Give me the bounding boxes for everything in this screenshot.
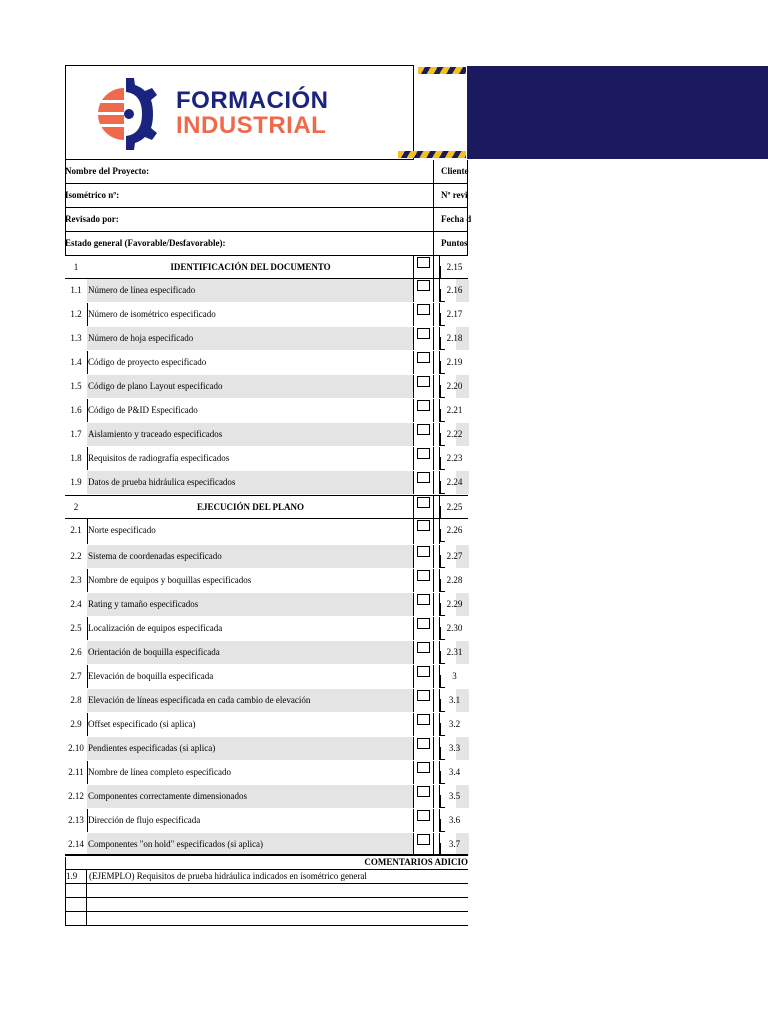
checkbox-edge[interactable] [440, 723, 445, 736]
checklist-row [65, 519, 468, 545]
gear-logo-icon [84, 72, 164, 156]
checkbox-cell [413, 689, 434, 712]
item-number: 2.11 [65, 761, 88, 784]
right-item-label: 3.6 [448, 815, 461, 825]
right-item-label: 3.5 [448, 791, 461, 801]
checkbox[interactable] [417, 738, 430, 749]
item-number: 1.4 [65, 351, 88, 374]
checklist-row [65, 569, 468, 593]
right-item-label: 3.3 [448, 743, 461, 753]
info-label: Revisado por: [65, 214, 119, 224]
checkbox[interactable] [417, 834, 430, 845]
right-item-label: 2.27 [446, 551, 463, 561]
checkbox-cell [413, 713, 434, 736]
checkbox-cell [413, 423, 434, 446]
checkbox-cell [413, 447, 434, 470]
checkbox-edge[interactable] [440, 627, 445, 640]
right-item-number [439, 737, 469, 760]
info-row[interactable] [65, 232, 468, 256]
checkbox[interactable] [417, 570, 430, 581]
checkbox[interactable] [417, 376, 430, 387]
checkbox-edge[interactable] [440, 603, 445, 616]
checkbox-cell [413, 761, 434, 784]
checkbox[interactable] [417, 546, 430, 557]
checkbox[interactable] [417, 642, 430, 653]
checklist-row [65, 713, 468, 737]
comments-header [65, 854, 468, 870]
checkbox-edge[interactable] [440, 313, 445, 326]
right-item-label: 3.7 [448, 839, 461, 849]
checkbox-cell [413, 399, 434, 422]
checklist-row [65, 689, 468, 713]
checkbox-cell [413, 256, 434, 278]
logo-text-industrial: INDUSTRIAL [176, 112, 327, 139]
right-item-number [439, 713, 469, 736]
right-item-number [439, 785, 469, 808]
checkbox-edge[interactable] [440, 457, 445, 470]
comment-row[interactable] [65, 884, 468, 898]
item-number: 1.2 [65, 303, 88, 326]
item-number: 1 [65, 256, 88, 278]
checkbox[interactable] [417, 328, 430, 339]
checklist-row [65, 471, 468, 495]
item-description: Número de hoja especificado [87, 327, 413, 350]
checkbox[interactable] [417, 618, 430, 629]
right-item-label: 3.1 [448, 695, 461, 705]
right-item-number [439, 809, 469, 832]
right-item-number [439, 256, 469, 278]
item-description: EJECUCIÓN DEL PLANO [87, 496, 413, 518]
info-right-label: Cliente [441, 166, 469, 176]
checkbox[interactable] [417, 257, 430, 268]
checklist-row [65, 617, 468, 641]
checkbox-edge[interactable] [440, 579, 445, 592]
checkbox-edge[interactable] [440, 433, 445, 446]
checkbox-edge[interactable] [440, 385, 445, 398]
right-item-label: 2.19 [446, 357, 463, 367]
checklist-row [65, 545, 468, 569]
checkbox-edge[interactable] [440, 337, 445, 350]
checkbox-cell [413, 375, 434, 398]
checklist-row [65, 809, 468, 833]
right-item-number [439, 545, 469, 568]
divider [433, 232, 434, 255]
checkbox[interactable] [417, 690, 430, 701]
item-description: IDENTIFICACIÓN DEL DOCUMENTO [87, 256, 413, 278]
right-item-label: 2.24 [446, 477, 463, 487]
checkbox-edge[interactable] [440, 795, 445, 808]
item-number: 2.8 [65, 689, 88, 712]
right-item-label: 2.21 [446, 405, 463, 415]
checklist-row [65, 761, 468, 785]
item-description: Código de plano Layout especificado [87, 375, 413, 398]
item-number: 2.12 [65, 785, 88, 808]
divider [433, 160, 434, 183]
comment-text: (EJEMPLO) Requisitos de prueba hidráulica indicados en isométrico general [89, 871, 367, 881]
item-number: 2.9 [65, 713, 88, 736]
right-item-label: 2.17 [446, 309, 463, 319]
checkbox-cell [413, 545, 434, 568]
item-number: 2.4 [65, 593, 88, 616]
checkbox[interactable] [417, 280, 430, 291]
right-item-label: 2.16 [446, 285, 463, 295]
checkbox-cell [413, 785, 434, 808]
item-number: 2.3 [65, 569, 88, 592]
right-item-label: 2.26 [446, 525, 463, 535]
item-number: 1.5 [65, 375, 88, 398]
right-item-number [439, 279, 469, 302]
hazard-stripe-top [418, 67, 466, 74]
item-description: Número de isométrico especificado [88, 309, 216, 319]
checkbox[interactable] [417, 400, 430, 411]
checkbox-edge[interactable] [440, 555, 445, 568]
divider [433, 184, 434, 207]
comment-ref [65, 912, 87, 925]
right-item-label: 2.25 [446, 502, 463, 512]
item-number: 2.14 [65, 833, 88, 856]
item-description: Número de línea especificado [87, 279, 413, 302]
right-item-number [439, 833, 469, 856]
checkbox[interactable] [417, 762, 430, 773]
info-row[interactable] [65, 208, 472, 232]
item-number: 2.1 [65, 519, 88, 544]
checkbox[interactable] [417, 520, 430, 531]
item-description: Orientación de boquilla especificada [87, 641, 413, 664]
info-row[interactable] [65, 160, 468, 184]
checkbox[interactable] [417, 786, 430, 797]
right-item-number [439, 641, 469, 664]
item-description: Datos de prueba hidráulica especificados [87, 471, 413, 494]
logo-box [65, 65, 414, 160]
item-description: Nombre de línea completo especificado [88, 767, 231, 777]
right-item-label: 2.18 [446, 333, 463, 343]
comment-row[interactable] [65, 912, 468, 926]
checkbox-cell [413, 471, 434, 494]
item-description: Componentes correctamente dimensionados [87, 785, 413, 808]
info-label: Estado general (Favorable/Desfavorable): [65, 238, 226, 248]
item-number: 1.6 [65, 399, 88, 422]
right-item-label: 2.23 [446, 453, 463, 463]
right-item-label: 3 [452, 671, 457, 681]
right-item-number [439, 303, 469, 326]
section-header-row [65, 255, 468, 279]
item-description: Código de P&ID Especificado [88, 405, 198, 415]
right-item-number [439, 327, 469, 350]
item-number: 1.9 [65, 471, 88, 494]
right-item-number [439, 471, 469, 494]
comment-ref: 1.9 [65, 870, 87, 883]
item-description: Sistema de coordenadas especificado [87, 545, 413, 568]
item-description: Dirección de flujo especificada [88, 815, 201, 825]
checklist-row [65, 375, 468, 399]
info-right-label: Nº revi [441, 190, 468, 200]
right-item-number [439, 351, 469, 374]
checkbox-cell [413, 593, 434, 616]
checkbox-edge[interactable] [440, 675, 445, 688]
checkbox[interactable] [417, 666, 430, 677]
checklist-row [65, 279, 468, 303]
right-item-number [439, 447, 469, 470]
info-row[interactable] [65, 184, 468, 208]
checklist-row [65, 303, 468, 327]
checkbox-cell [413, 569, 434, 592]
item-number: 2.10 [65, 737, 88, 760]
item-description: Localización de equipos especificada [88, 623, 223, 633]
checkbox-edge[interactable] [440, 289, 445, 302]
checkbox-edge[interactable] [440, 747, 445, 760]
checklist-row [65, 641, 468, 665]
comment-ref [65, 898, 87, 911]
item-description: Elevación de líneas especificada en cada cambio de elevación [87, 689, 413, 712]
comment-row[interactable] [65, 898, 468, 912]
checkbox[interactable] [417, 810, 430, 821]
checkbox[interactable] [417, 448, 430, 459]
checkbox[interactable] [417, 594, 430, 605]
info-right-label: Puntos [441, 238, 468, 248]
item-number: 1.3 [65, 327, 88, 350]
right-item-number [439, 423, 469, 446]
logo-text-formacion: FORMACIÓN [176, 87, 329, 114]
checkbox-edge[interactable] [440, 481, 445, 494]
right-item-label: 3.2 [448, 719, 461, 729]
checkbox[interactable] [417, 352, 430, 363]
checklist-row [65, 593, 468, 617]
checkbox-edge[interactable] [440, 529, 445, 542]
checkbox[interactable] [417, 304, 430, 315]
checkbox-edge[interactable] [440, 506, 445, 519]
checkbox-cell [413, 641, 434, 664]
checkbox-cell [413, 519, 434, 544]
item-description: Código de proyecto especificado [88, 357, 207, 367]
info-label: Nombre del Proyecto: [65, 166, 150, 176]
item-number: 2 [65, 496, 88, 518]
checkbox-cell [413, 833, 434, 856]
checklist-row [65, 423, 468, 447]
right-item-number [439, 665, 469, 688]
checkbox-cell [413, 279, 434, 302]
right-item-label: 2.22 [446, 429, 463, 439]
checklist-row [65, 737, 468, 761]
right-item-label: 2.20 [446, 381, 463, 391]
item-number: 2.13 [65, 809, 88, 832]
item-number: 1.8 [65, 447, 88, 470]
right-item-number [439, 617, 469, 640]
right-item-number [439, 519, 469, 544]
item-description: Offset especificado (si aplica) [88, 719, 196, 729]
checkbox-cell [413, 496, 434, 518]
comment-row[interactable] [65, 870, 468, 884]
checkbox-cell [413, 737, 434, 760]
info-label: Isométrico nº: [65, 190, 120, 200]
right-item-label: 2.30 [446, 623, 463, 633]
item-description: Componentes "on hold" especificados (si aplica) [87, 833, 413, 856]
right-item-number [439, 569, 469, 592]
item-number: 2.7 [65, 665, 88, 688]
comments-title: COMENTARIOS ADICIO [364, 857, 468, 867]
item-number: 2.6 [65, 641, 88, 664]
checkbox-edge[interactable] [440, 771, 445, 784]
checkbox[interactable] [417, 714, 430, 725]
right-item-number [439, 689, 469, 712]
item-number: 1.1 [65, 279, 88, 302]
right-item-label: 2.15 [446, 262, 463, 272]
checkbox-cell [413, 351, 434, 374]
checklist-row [65, 351, 468, 375]
item-description: Aislamiento y traceado especificados [87, 423, 413, 446]
checkbox-edge[interactable] [440, 699, 445, 712]
checkbox[interactable] [417, 497, 430, 508]
checkbox[interactable] [417, 472, 430, 483]
checkbox-cell [413, 303, 434, 326]
checkbox-cell [413, 665, 434, 688]
checkbox-cell [413, 617, 434, 640]
checkbox-cell [413, 327, 434, 350]
item-description: Elevación de boquilla especificada [88, 671, 214, 681]
right-item-number [439, 375, 469, 398]
right-item-label: 2.29 [446, 599, 463, 609]
right-item-number [439, 593, 469, 616]
checkbox-edge[interactable] [440, 651, 445, 664]
right-item-number [439, 496, 469, 518]
divider [433, 208, 434, 231]
hazard-stripe-bottom [398, 151, 466, 158]
item-number: 2.5 [65, 617, 88, 640]
right-item-number [439, 399, 469, 422]
right-item-label: 2.31 [446, 647, 463, 657]
checkbox-edge[interactable] [440, 409, 445, 422]
checklist-row [65, 327, 468, 351]
checkbox-edge[interactable] [440, 819, 445, 832]
item-description: Norte especificado [88, 525, 156, 535]
checkbox-cell [413, 809, 434, 832]
checkbox[interactable] [417, 424, 430, 435]
comment-ref [65, 884, 87, 897]
checklist-row [65, 447, 468, 471]
header-banner [467, 66, 768, 159]
section-header-row [65, 495, 468, 519]
checklist-row [65, 665, 468, 689]
checkbox-edge[interactable] [440, 361, 445, 374]
checkbox-edge[interactable] [440, 266, 445, 279]
right-item-label: 3.4 [448, 767, 461, 777]
item-description: Rating y tamaño especificados [87, 593, 413, 616]
item-number: 1.7 [65, 423, 88, 446]
item-description: Requisitos de radiografía especificados [88, 453, 230, 463]
right-item-number [439, 761, 469, 784]
checklist-row [65, 785, 468, 809]
item-number: 2.2 [65, 545, 88, 568]
checklist-row [65, 399, 468, 423]
right-item-label: 2.28 [446, 575, 463, 585]
item-description: Pendientes especificadas (si aplica) [87, 737, 413, 760]
info-right-label: Fecha d [441, 214, 472, 224]
item-description: Nombre de equipos y boquillas especificados [88, 575, 252, 585]
